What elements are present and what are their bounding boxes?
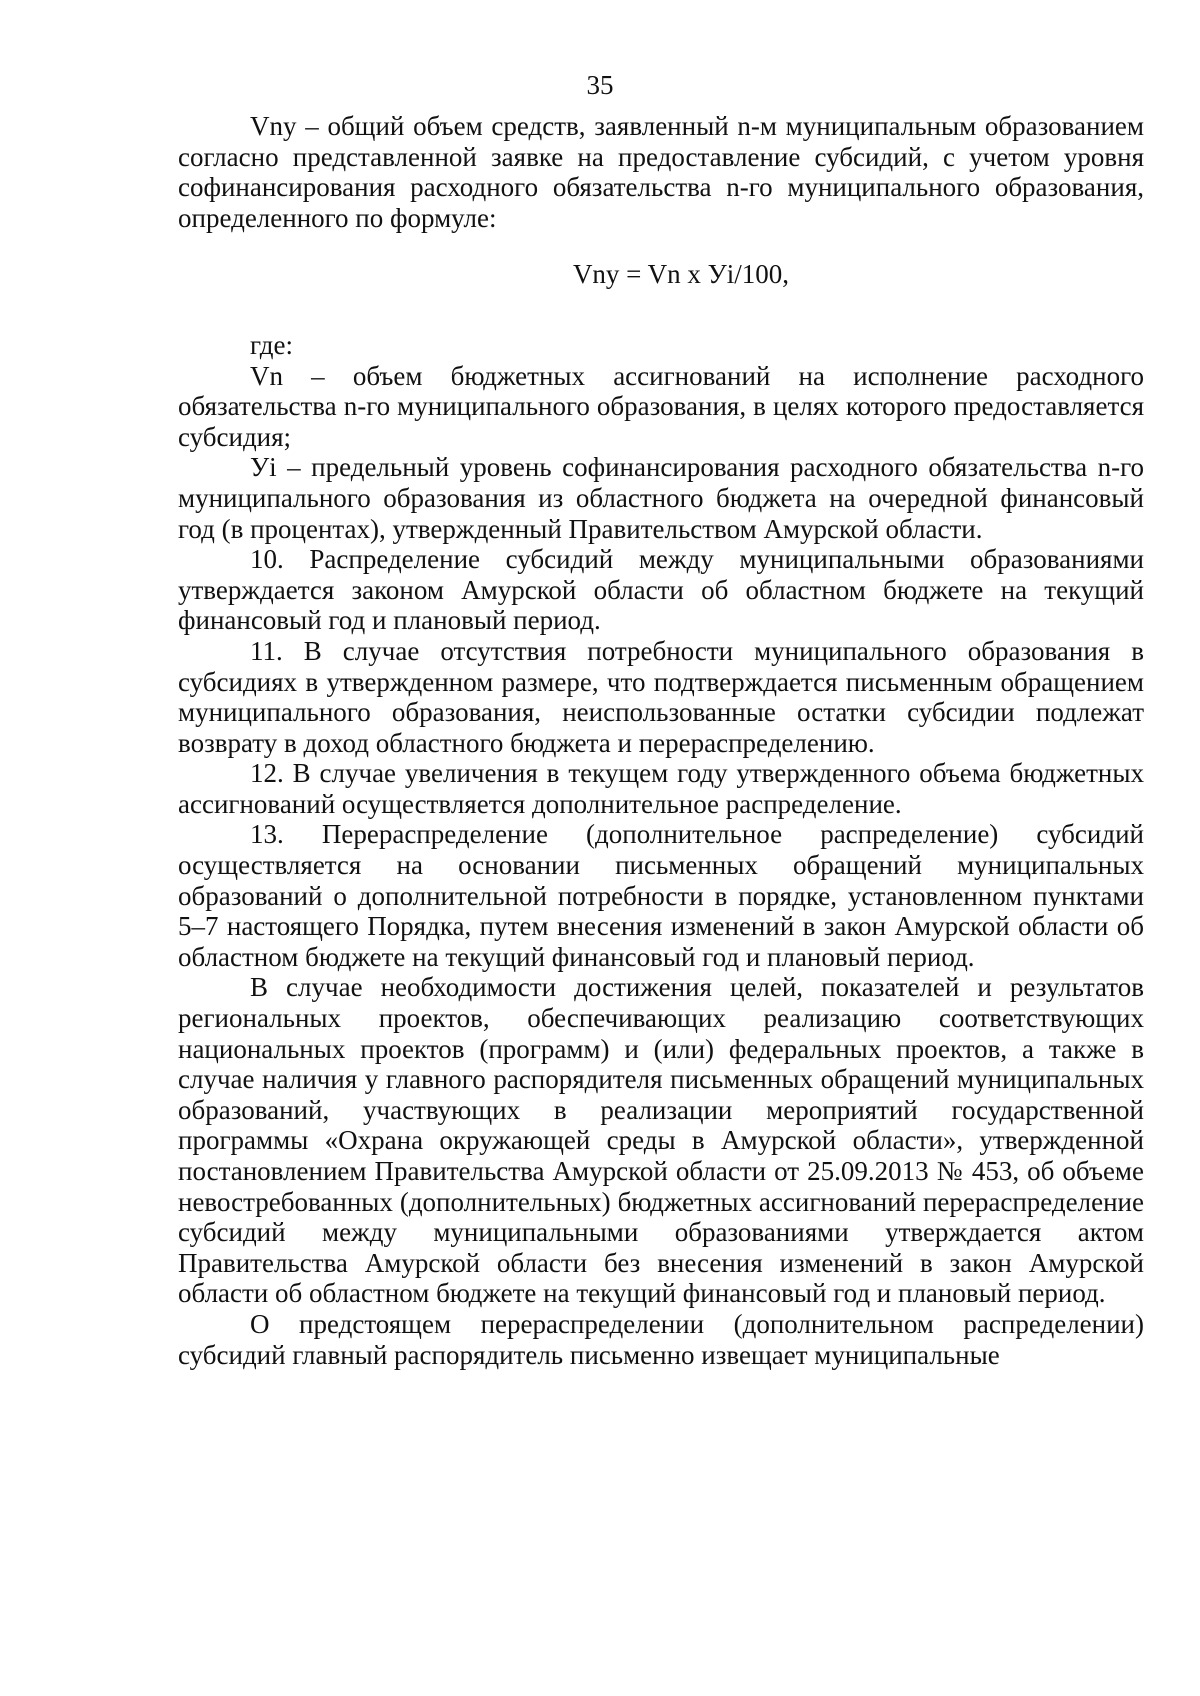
document-body bbox=[178, 111, 1144, 1370]
paragraph-vn-definition: Vn – объем бюджетных ассигнований на исполнение расходного обязательства n-го муниципального образования, в целях которого предоставляется субсидия; bbox=[178, 360, 1144, 452]
paragraph-redistribution-case: В случае необходимости достижения целей, показателей и результатов региональных проектов, обеспечивающих реализацию соответствующих национальных проектов (программ) и (или) федеральных проектов, а также в случае наличия у главного распорядителя письменных обращений муниципальных образований, участвующих в реализации мероприятий государственной программы «Охрана окружающей среды в Амурской области», утвержденной постановлением Правительства Амурской области от 25.09.2013 № 453, об объеме невостребованных (дополнительных) бюджетных ассигнований перераспределение субсидий между муниципальными образованиями утверждается актом Правительства Амурской области без внесения изменений в закон Амурской области об областном бюджете на текущий финансовый год и плановый период. bbox=[178, 972, 1144, 1309]
paragraph-item-10: 10. Распределение субсидий между муниципальными образованиями утверждается законом Амурской области об областном бюджете на текущий финансовый год и плановый период. bbox=[178, 544, 1144, 636]
paragraph-item-12: 12. В случае увеличения в текущем году утвержденного объема бюджетных ассигнований осуществляется дополнительное распределение. bbox=[178, 758, 1144, 819]
paragraph-ui-definition: Уi – предельный уровень софинансирования расходного обязательства n-го муниципального образования из областного бюджета на очередной финансовый год (в процентах), утвержденный Правительством Амурской области. bbox=[178, 452, 1144, 544]
formula-vny: Vny = Vn x Уi/100, bbox=[572, 259, 790, 290]
paragraph-item-13: 13. Перераспределение (дополнительное распределение) субсидий осуществляется на основании письменных обращений муниципальных образований о дополнительной потребности в порядке, установленном пунктами 5–7 настоящего Порядка, путем внесения изменений в закон Амурской области об областном бюджете на текущий финансовый год и плановый период. bbox=[178, 819, 1144, 972]
where-label: где: bbox=[250, 329, 293, 360]
paragraph-item-11: 11. В случае отсутствия потребности муниципального образования в субсидиях в утвержденном размере, что подтверждается письменным обращением муниципального образования, неиспользованные остатки субсидии подлежат возврату в доход областного бюджета и перераспределению. bbox=[178, 635, 1144, 758]
paragraph-vny-definition: Vny – общий объем средств, заявленный n-м муниципальным образованием согласно представленной заявке на предоставление субсидий, с учетом уровня софинансирования расходного обязательства n-го муниципального образования, определенного по формуле: bbox=[178, 111, 1144, 233]
page-number: 35 bbox=[586, 70, 614, 100]
paragraph-notification: О предстоящем перераспределении (дополнительном распределении) субсидий главный распорядитель письменно извещает муниципальные bbox=[178, 1308, 1144, 1370]
